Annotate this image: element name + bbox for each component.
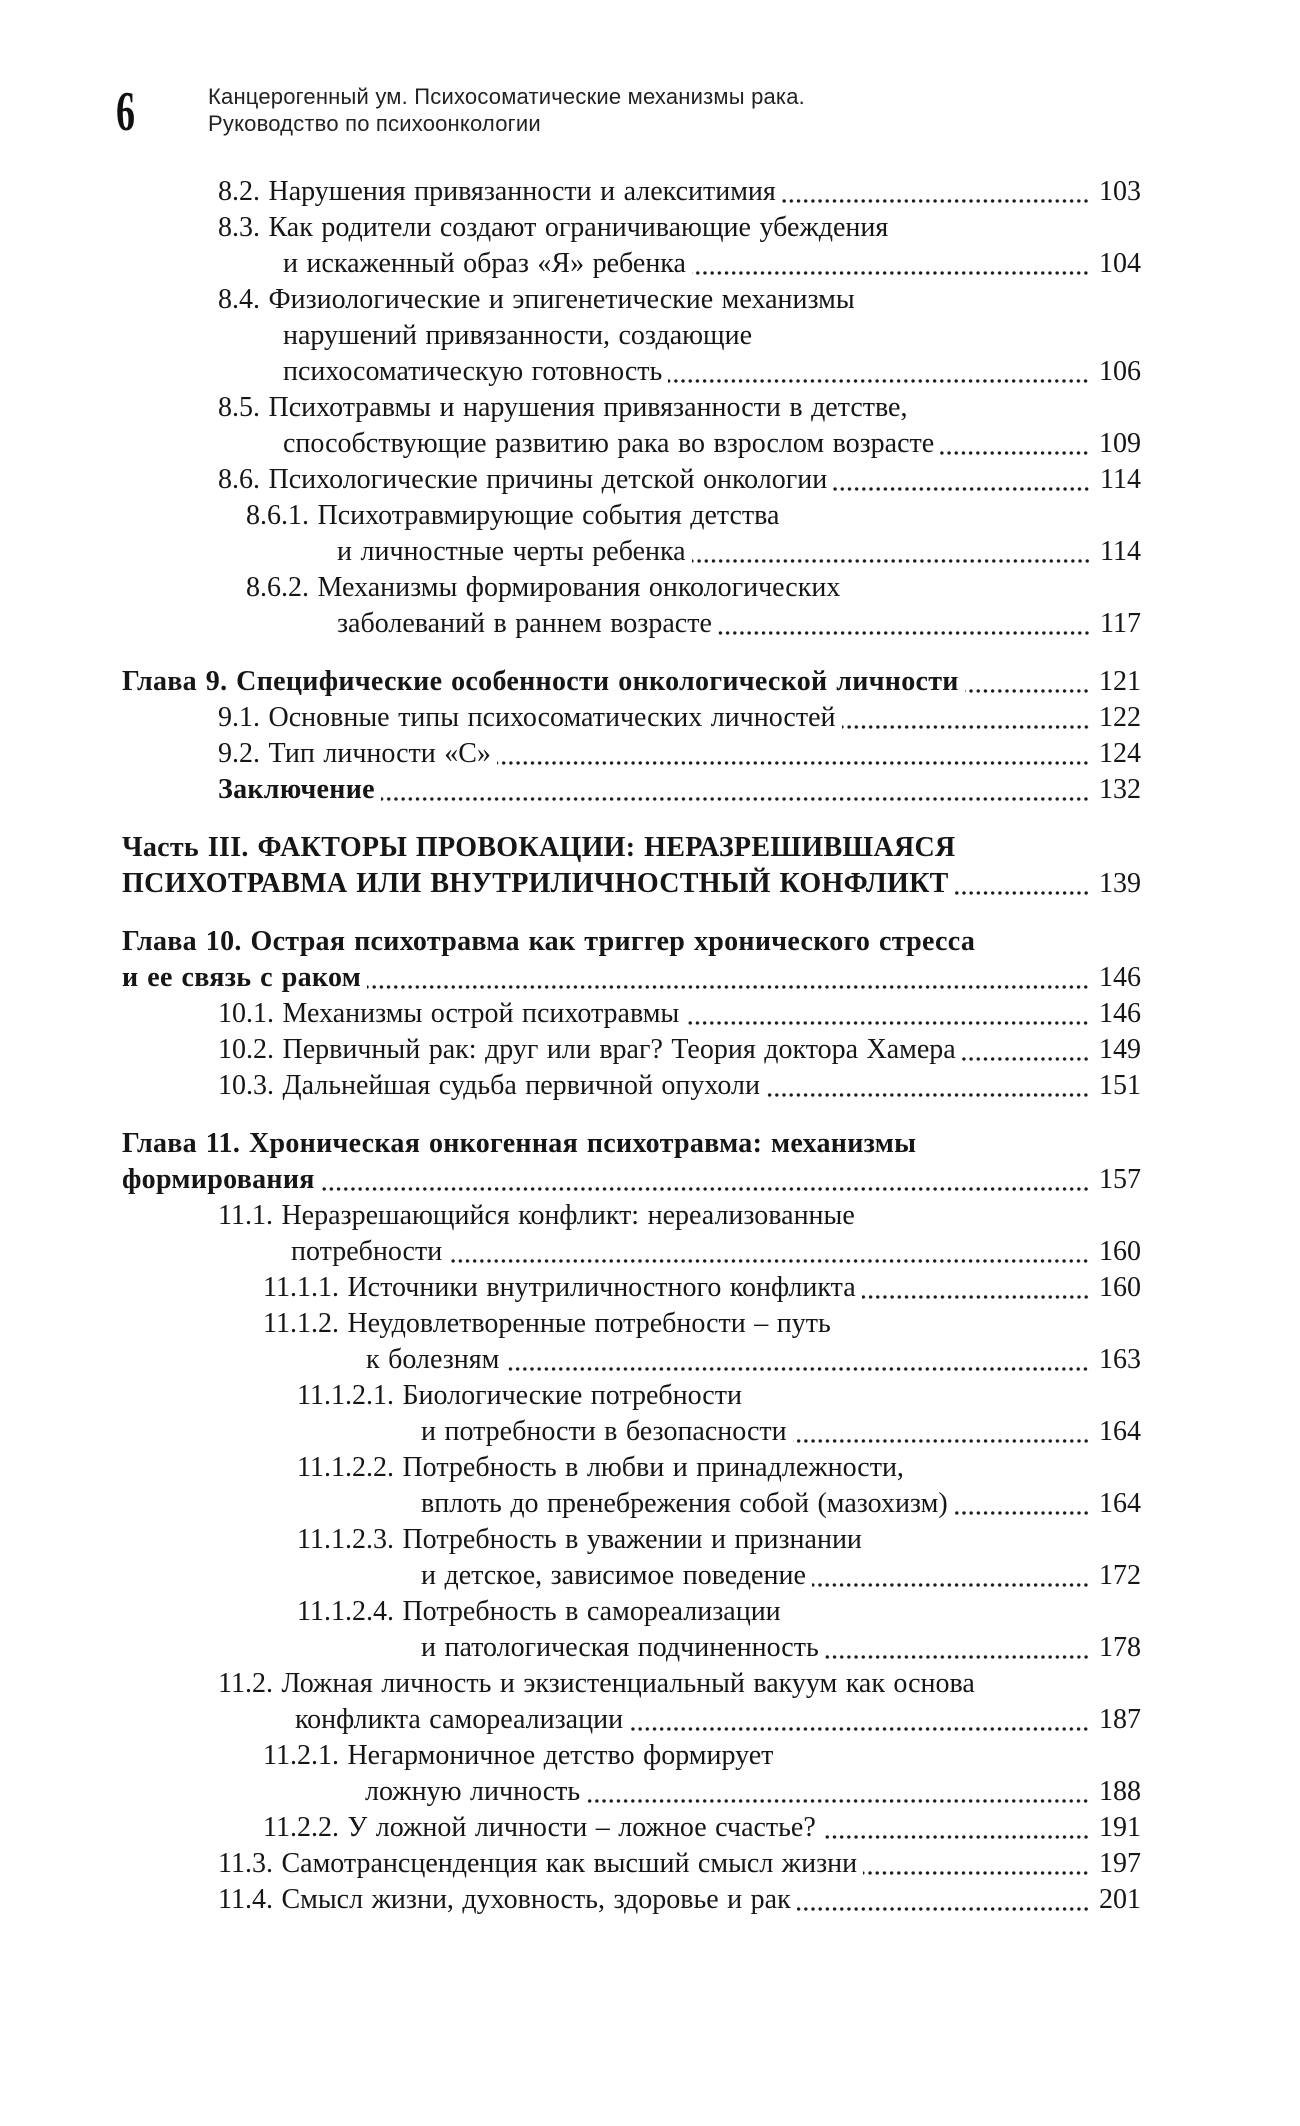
dot-leader: [381, 772, 1091, 808]
toc-line: [122, 570, 1141, 606]
toc-line: [122, 866, 1141, 902]
toc-entry-text: 11.1.2.2. Потребность в любви и принадлежности,: [297, 1452, 904, 1483]
toc-line: [122, 1882, 1141, 1918]
toc-entry-text: 11.4. Смысл жизни, духовность, здоровье и рак: [218, 1884, 791, 1915]
toc-entry-text: формирования: [122, 1164, 315, 1195]
running-head-line1: Канцерогенный ум. Психосоматические механизмы рака.: [208, 84, 805, 109]
toc-entry-page: 188: [1099, 1776, 1141, 1807]
toc-entry-text: 11.1.2.1. Биологические потребности: [297, 1380, 742, 1411]
dot-leader: [505, 1342, 1091, 1378]
toc-entry-text: 8.5. Психотравмы и нарушения привязанности в детстве,: [218, 392, 908, 423]
toc-line: [122, 354, 1141, 390]
dot-leader: [965, 664, 1091, 700]
toc-entry-text: 11.1.1. Источники внутриличностного конфликта: [263, 1272, 856, 1303]
toc-line: [122, 1342, 1141, 1378]
toc-line: [122, 498, 1141, 534]
toc-line: [122, 1378, 1141, 1414]
dot-leader: [668, 354, 1091, 390]
toc-entry-page: 197: [1099, 1848, 1141, 1879]
dot-leader: [822, 1810, 1091, 1846]
dot-leader: [692, 246, 1091, 282]
toc-entry-page: 124: [1099, 738, 1141, 769]
toc-entry-text: и личностные черты ребенка: [337, 536, 686, 567]
toc-entry-text: и искаженный образ «Я» ребенка: [283, 248, 686, 279]
toc-line: [122, 1846, 1141, 1882]
toc-entry-text: способствующие развитию рака во взрослом возрасте: [283, 428, 935, 459]
toc-entry-page: 191: [1099, 1812, 1141, 1843]
toc-entry-page: 114: [1100, 464, 1141, 495]
dot-leader: [766, 1068, 1091, 1104]
dot-leader: [955, 866, 1091, 902]
toc-line: [122, 1450, 1141, 1486]
dot-leader: [940, 426, 1091, 462]
toc-entry-text: Часть III. ФАКТОРЫ ПРОВОКАЦИИ: НЕРАЗРЕШИВШАЯСЯ: [122, 832, 956, 863]
toc-entry-text: 9.1. Основные типы психосоматических личностей: [218, 702, 836, 733]
toc-entry-page: 139: [1099, 868, 1141, 899]
toc-entry-text: заболеваний в раннем возрасте: [337, 608, 712, 639]
dot-leader: [321, 1162, 1091, 1198]
toc-line: [122, 1738, 1141, 1774]
dot-leader: [685, 996, 1091, 1032]
toc-entry-page: 149: [1099, 1034, 1141, 1065]
toc-entry-text: к болезням: [366, 1344, 500, 1375]
toc-line: [122, 1486, 1141, 1522]
toc-line: [122, 772, 1141, 808]
dot-leader: [833, 462, 1092, 498]
toc-entry-page: 104: [1099, 248, 1141, 279]
dot-leader: [782, 174, 1091, 210]
dot-leader: [862, 1270, 1091, 1306]
toc-line: [122, 1558, 1141, 1594]
toc-entry-page: 146: [1099, 962, 1141, 993]
toc-line: [122, 1162, 1141, 1198]
dot-leader: [718, 606, 1092, 642]
toc-entry-page: 160: [1099, 1236, 1141, 1267]
toc-line: [122, 1810, 1141, 1846]
toc-line: [122, 996, 1141, 1032]
dot-leader: [448, 1234, 1091, 1270]
toc-entry-text: 11.2. Ложная личность и экзистенциальный вакуум как основа: [218, 1668, 975, 1699]
toc-entry-text: 10.2. Первичный рак: друг или враг? Теория доктора Хамера: [218, 1034, 956, 1065]
toc-entry-page: 160: [1099, 1272, 1141, 1303]
dot-leader: [954, 1486, 1091, 1522]
toc-entry-text: 11.1.2. Неудовлетворенные потребности – путь: [263, 1308, 831, 1339]
toc-entry-page: 106: [1099, 356, 1141, 387]
dot-leader: [497, 736, 1091, 772]
toc-entry-text: 8.3. Как родители создают ограничивающие убеждения: [218, 212, 889, 243]
toc-entry-text: 8.6. Психологические причины детской онкологии: [218, 464, 828, 495]
toc-line: [122, 1666, 1141, 1702]
dot-leader: [842, 700, 1092, 736]
toc-line: [122, 390, 1141, 426]
toc-line: [122, 830, 1141, 866]
toc-entry-text: и потребности в безопасности: [421, 1416, 787, 1447]
toc-entry-text: 9.2. Тип личности «С»: [218, 738, 491, 769]
toc-entry-text: 8.6.1. Психотравмирующие события детства: [246, 500, 780, 531]
toc-line: [122, 1234, 1141, 1270]
toc-line: [122, 426, 1141, 462]
toc-line: [122, 1522, 1141, 1558]
dot-leader: [797, 1882, 1091, 1918]
toc-line: [122, 246, 1141, 282]
dot-leader: [367, 960, 1091, 996]
toc-line: [122, 1270, 1141, 1306]
toc-line: [122, 174, 1141, 210]
toc-entry-page: 157: [1099, 1164, 1141, 1195]
toc-entry-page: 187: [1099, 1704, 1141, 1735]
toc-line: [122, 1702, 1141, 1738]
toc-line: [122, 462, 1141, 498]
toc-line: [122, 1126, 1141, 1162]
toc-entry-page: 164: [1099, 1416, 1141, 1447]
toc-entry-text: 11.1.2.4. Потребность в самореализации: [297, 1596, 781, 1627]
toc-entry-page: 122: [1099, 702, 1141, 733]
toc-entry-page: 109: [1099, 428, 1141, 459]
toc-entry-text: ПСИХОТРАВМА ИЛИ ВНУТРИЛИЧНОСТНЫЙ КОНФЛИКТ: [122, 868, 949, 899]
toc-line: [122, 282, 1141, 318]
toc-line: [122, 1774, 1141, 1810]
toc-entry-text: Глава 11. Хроническая онкогенная психотравма: механизмы: [122, 1128, 917, 1159]
running-head-line2: Руководство по психоонкологии: [208, 111, 541, 136]
toc-line: [122, 1630, 1141, 1666]
toc-entry-text: 11.3. Самотрансценденция как высший смысл жизни: [218, 1848, 858, 1879]
toc-entry-text: и патологическая подчиненность: [421, 1632, 819, 1663]
toc-entry-text: потребности: [291, 1236, 443, 1267]
table-of-contents: [122, 174, 1141, 1918]
toc-entry-text: и ее связь с раком: [122, 962, 362, 993]
toc-line: [122, 700, 1141, 736]
toc-entry-page: 103: [1099, 176, 1141, 207]
toc-line: [122, 924, 1141, 960]
toc-entry-text: нарушений привязанности, создающие: [283, 320, 753, 351]
toc-line: [122, 736, 1141, 772]
toc-entry-page: 114: [1100, 536, 1141, 567]
page-number-folio: 6: [116, 81, 136, 143]
toc-line: [122, 1068, 1141, 1104]
dot-leader: [692, 534, 1092, 570]
toc-entry-text: 11.1.2.3. Потребность в уважении и признании: [297, 1524, 862, 1555]
toc-entry-page: 172: [1099, 1560, 1141, 1591]
toc-entry-text: 11.2.2. У ложной личности – ложное счастье?: [263, 1812, 816, 1843]
toc-line: [122, 534, 1141, 570]
toc-entry-page: 178: [1099, 1632, 1141, 1663]
toc-line: [122, 960, 1141, 996]
toc-entry-page: 164: [1099, 1488, 1141, 1519]
running-head: [208, 83, 805, 137]
toc-entry-page: 132: [1099, 774, 1141, 805]
dot-leader: [586, 1774, 1091, 1810]
toc-entry-text: Заключение: [218, 774, 375, 805]
toc-line: [122, 1414, 1141, 1450]
toc-entry-text: ложную личность: [365, 1776, 581, 1807]
toc-line: [122, 1594, 1141, 1630]
toc-entry-text: 8.2. Нарушения привязанности и алекситимия: [218, 176, 776, 207]
toc-entry-text: и детское, зависимое поведение: [421, 1560, 806, 1591]
toc-entry-text: конфликта самореализации: [295, 1704, 624, 1735]
toc-entry-page: 163: [1099, 1344, 1141, 1375]
toc-entry-text: Глава 10. Острая психотравма как триггер хронического стресса: [122, 926, 976, 957]
toc-entry-page: 117: [1100, 608, 1141, 639]
toc-entry-page: 151: [1099, 1070, 1141, 1101]
toc-entry-text: Глава 9. Специфические особенности онкологической личности: [122, 666, 959, 697]
dot-leader: [863, 1846, 1091, 1882]
toc-entry-page: 201: [1099, 1884, 1141, 1915]
toc-entry-text: психосоматическую готовность: [283, 356, 663, 387]
toc-entry-text: 10.3. Дальнейшая судьба первичной опухоли: [218, 1070, 760, 1101]
toc-entry-text: 8.4. Физиологические и эпигенетические механизмы: [218, 284, 855, 315]
dot-leader: [812, 1558, 1091, 1594]
toc-entry-text: 10.1. Механизмы острой психотравмы: [218, 998, 680, 1029]
toc-entry-text: вплоть до пренебрежения собой (мазохизм): [421, 1488, 948, 1519]
dot-leader: [793, 1414, 1091, 1450]
dot-leader: [825, 1630, 1091, 1666]
toc-line: [122, 210, 1141, 246]
toc-line: [122, 1032, 1141, 1068]
toc-entry-text: 11.2.1. Негармоничное детство формирует: [263, 1740, 774, 1771]
toc-line: [122, 318, 1141, 354]
toc-line: [122, 664, 1141, 700]
dot-leader: [962, 1032, 1091, 1068]
toc-line: [122, 1198, 1141, 1234]
toc-line: [122, 606, 1141, 642]
toc-line: [122, 1306, 1141, 1342]
toc-entry-page: 121: [1099, 666, 1141, 697]
toc-entry-page: 146: [1099, 998, 1141, 1029]
toc-entry-text: 11.1. Неразрешающийся конфликт: нереализованные: [218, 1200, 855, 1231]
dot-leader: [629, 1702, 1091, 1738]
toc-entry-text: 8.6.2. Механизмы формирования онкологических: [246, 572, 841, 603]
